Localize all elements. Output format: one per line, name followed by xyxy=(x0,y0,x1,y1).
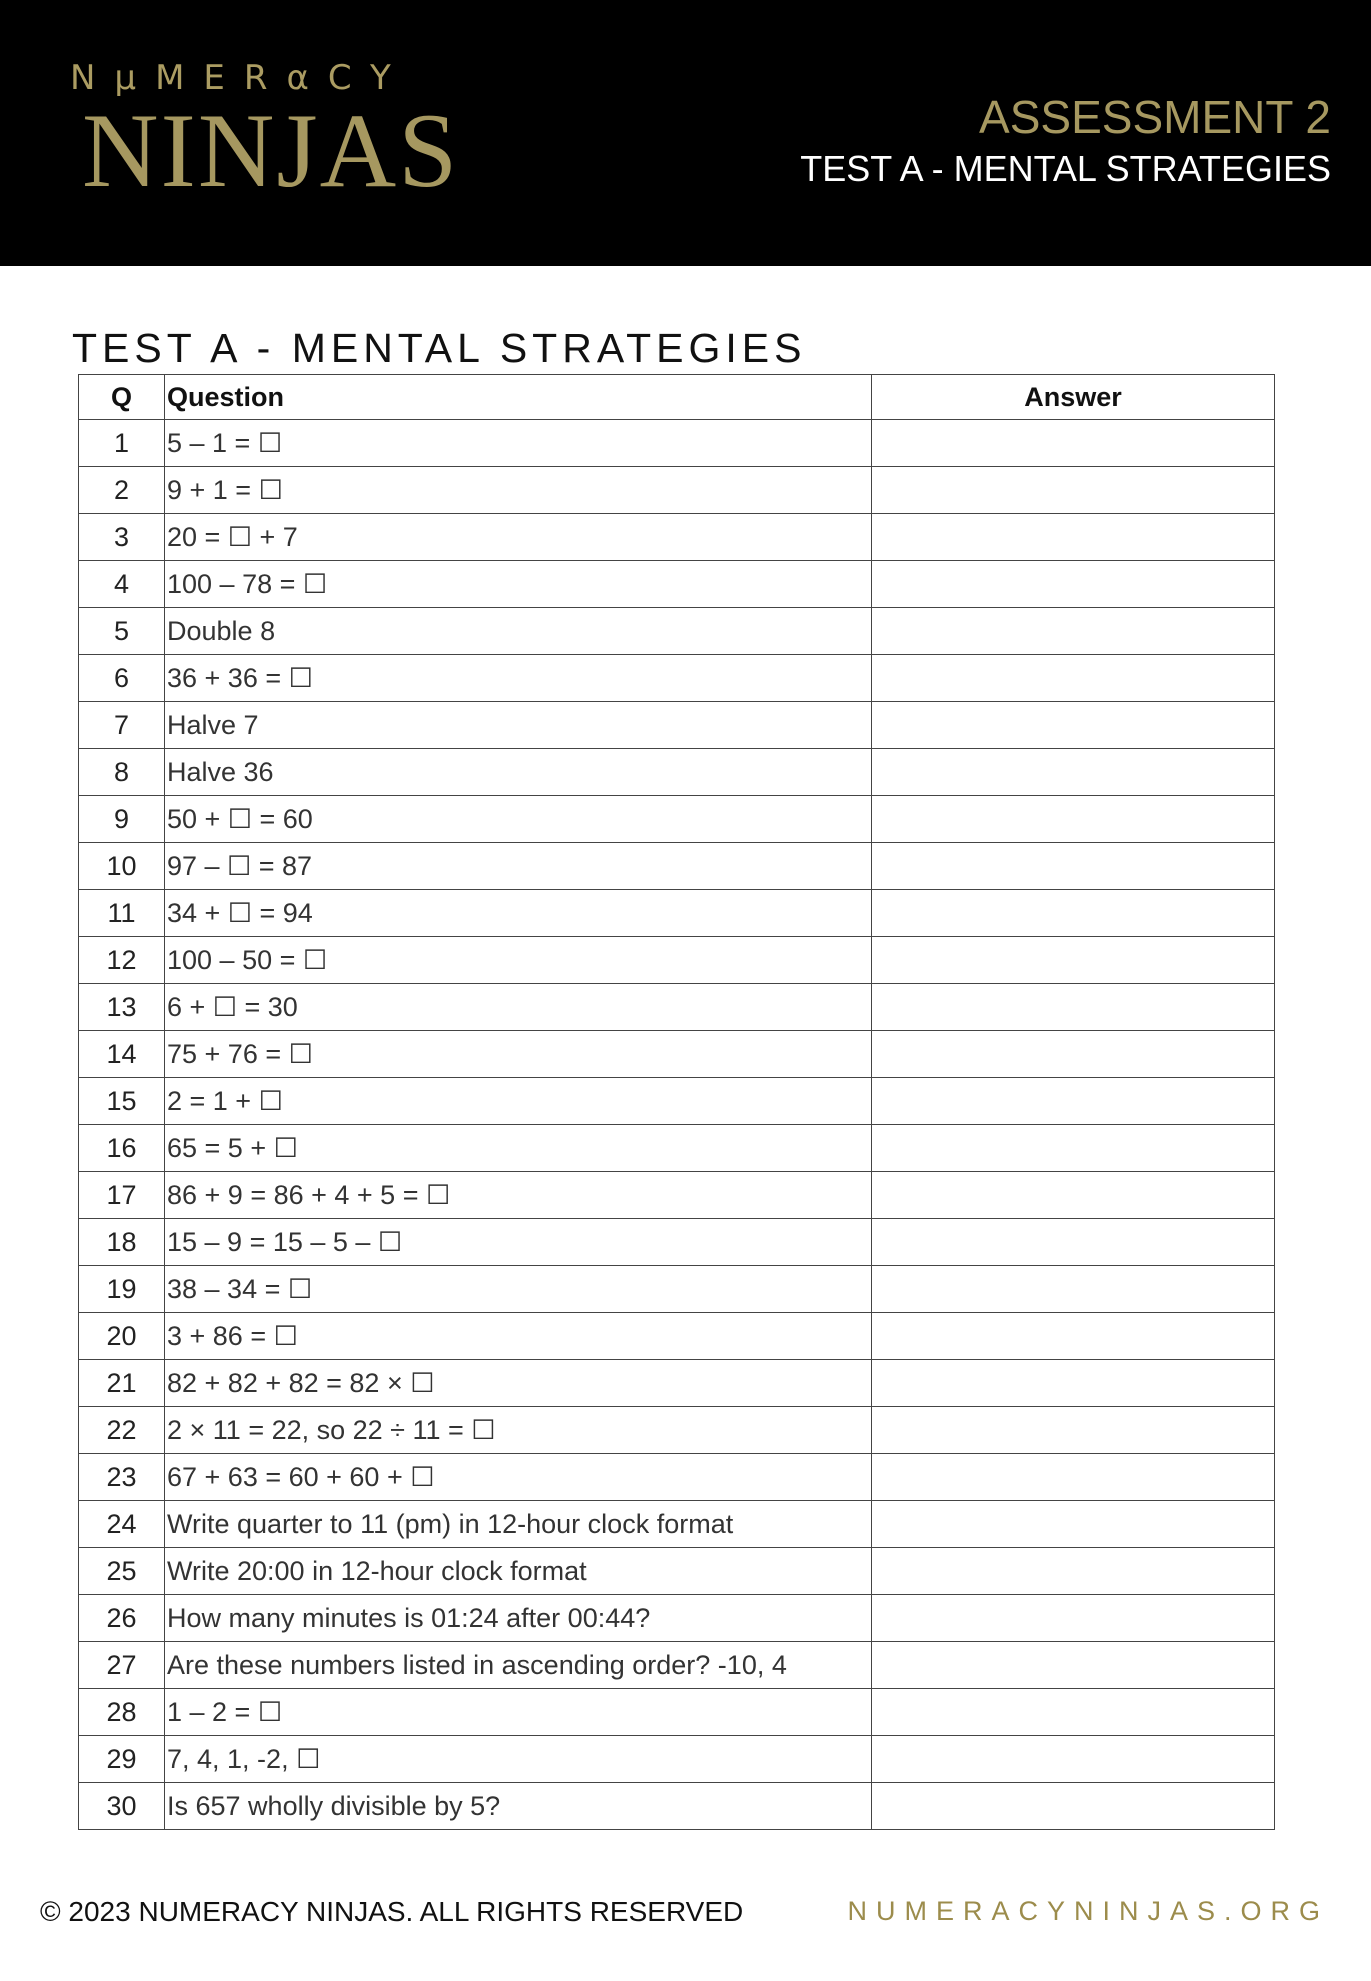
answer-cell[interactable] xyxy=(872,1266,1275,1313)
table-row xyxy=(79,655,1275,702)
table-row xyxy=(79,1501,1275,1548)
website-link[interactable]: NUMERACYNINJAS.ORG xyxy=(847,1896,1329,1926)
question-text: Halve 7 xyxy=(165,702,872,749)
question-number: 17 xyxy=(79,1172,165,1219)
table-row xyxy=(79,890,1275,937)
answer-cell[interactable] xyxy=(872,1548,1275,1595)
table-row xyxy=(79,1031,1275,1078)
question-text: 7, 4, 1, -2, ☐ xyxy=(165,1736,872,1783)
header-banner xyxy=(0,0,1371,266)
question-number: 29 xyxy=(79,1736,165,1783)
question-text: How many minutes is 01:24 after 00:44? xyxy=(165,1595,872,1642)
question-text: 75 + 76 = ☐ xyxy=(165,1031,872,1078)
assessment-title: ASSESSMENT 2 xyxy=(979,91,1331,143)
question-number: 27 xyxy=(79,1642,165,1689)
test-subtitle: TEST A - MENTAL STRATEGIES xyxy=(800,148,1331,189)
answer-cell[interactable] xyxy=(872,1407,1275,1454)
answer-cell[interactable] xyxy=(872,796,1275,843)
table-row xyxy=(79,1078,1275,1125)
table-row xyxy=(79,608,1275,655)
answer-cell[interactable] xyxy=(872,608,1275,655)
question-text: 5 – 1 = ☐ xyxy=(165,420,872,467)
table-row xyxy=(79,1736,1275,1783)
question-text: 67 + 63 = 60 + 60 + ☐ xyxy=(165,1454,872,1501)
question-text: 9 + 1 = ☐ xyxy=(165,467,872,514)
table-row xyxy=(79,1783,1275,1830)
table-row xyxy=(79,561,1275,608)
answer-cell[interactable] xyxy=(872,1031,1275,1078)
question-number: 5 xyxy=(79,608,165,655)
question-number: 12 xyxy=(79,937,165,984)
question-text: 97 – ☐ = 87 xyxy=(165,843,872,890)
question-text: 15 – 9 = 15 – 5 – ☐ xyxy=(165,1219,872,1266)
answer-cell[interactable] xyxy=(872,1125,1275,1172)
answer-cell[interactable] xyxy=(872,561,1275,608)
answer-cell[interactable] xyxy=(872,702,1275,749)
question-text: 65 = 5 + ☐ xyxy=(165,1125,872,1172)
question-text: Write quarter to 11 (pm) in 12-hour clock format xyxy=(165,1501,872,1548)
question-number: 14 xyxy=(79,1031,165,1078)
question-text: 50 + ☐ = 60 xyxy=(165,796,872,843)
table-row xyxy=(79,843,1275,890)
answer-cell[interactable] xyxy=(872,1642,1275,1689)
question-number: 23 xyxy=(79,1454,165,1501)
question-text: Write 20:00 in 12-hour clock format xyxy=(165,1548,872,1595)
table-row xyxy=(79,1548,1275,1595)
table-row xyxy=(79,937,1275,984)
question-text: 34 + ☐ = 94 xyxy=(165,890,872,937)
question-number: 8 xyxy=(79,749,165,796)
page-title: TEST A - MENTAL STRATEGIES xyxy=(72,325,807,372)
answer-cell[interactable] xyxy=(872,1172,1275,1219)
question-number: 26 xyxy=(79,1595,165,1642)
table-row xyxy=(79,1407,1275,1454)
answer-cell[interactable] xyxy=(872,1736,1275,1783)
question-text: Halve 36 xyxy=(165,749,872,796)
table-row xyxy=(79,1454,1275,1501)
answer-cell[interactable] xyxy=(872,1219,1275,1266)
question-text: Are these numbers listed in ascending order? -10, 4 xyxy=(165,1642,872,1689)
table-row xyxy=(79,1642,1275,1689)
table-row xyxy=(79,702,1275,749)
table-row xyxy=(79,1125,1275,1172)
question-number: 2 xyxy=(79,467,165,514)
question-text: 2 = 1 + ☐ xyxy=(165,1078,872,1125)
question-number: 7 xyxy=(79,702,165,749)
question-text: 36 + 36 = ☐ xyxy=(165,655,872,702)
answer-cell[interactable] xyxy=(872,1454,1275,1501)
table-row xyxy=(79,1689,1275,1736)
table-row xyxy=(79,1266,1275,1313)
answer-cell[interactable] xyxy=(872,467,1275,514)
question-number: 21 xyxy=(79,1360,165,1407)
answer-cell[interactable] xyxy=(872,843,1275,890)
table-header-row xyxy=(79,375,1275,420)
question-number: 25 xyxy=(79,1548,165,1595)
question-number: 15 xyxy=(79,1078,165,1125)
question-text: 82 + 82 + 82 = 82 × ☐ xyxy=(165,1360,872,1407)
question-number: 4 xyxy=(79,561,165,608)
table-row xyxy=(79,1172,1275,1219)
question-text: 100 – 50 = ☐ xyxy=(165,937,872,984)
question-number: 11 xyxy=(79,890,165,937)
question-text: Double 8 xyxy=(165,608,872,655)
question-number: 30 xyxy=(79,1783,165,1830)
table-row xyxy=(79,984,1275,1031)
answer-cell[interactable] xyxy=(872,514,1275,561)
table-row xyxy=(79,1595,1275,1642)
question-text: 3 + 86 = ☐ xyxy=(165,1313,872,1360)
answer-cell[interactable] xyxy=(872,937,1275,984)
question-number: 22 xyxy=(79,1407,165,1454)
header-q: Q xyxy=(79,375,165,420)
answer-cell[interactable] xyxy=(872,749,1275,796)
answer-cell[interactable] xyxy=(872,890,1275,937)
question-number: 19 xyxy=(79,1266,165,1313)
logo-wordmark-main: NINJAS xyxy=(82,92,460,209)
question-number: 6 xyxy=(79,655,165,702)
table-row xyxy=(79,749,1275,796)
table-row xyxy=(79,796,1275,843)
question-number: 1 xyxy=(79,420,165,467)
question-text: 86 + 9 = 86 + 4 + 5 = ☐ xyxy=(165,1172,872,1219)
table-row xyxy=(79,514,1275,561)
table-row xyxy=(79,1360,1275,1407)
question-number: 9 xyxy=(79,796,165,843)
question-number: 20 xyxy=(79,1313,165,1360)
question-text: 20 = ☐ + 7 xyxy=(165,514,872,561)
table-row xyxy=(79,1219,1275,1266)
question-table xyxy=(78,374,1275,1830)
answer-cell[interactable] xyxy=(872,655,1275,702)
table-row xyxy=(79,1313,1275,1360)
question-number: 16 xyxy=(79,1125,165,1172)
header-answer: Answer xyxy=(872,375,1275,420)
question-number: 10 xyxy=(79,843,165,890)
question-number: 18 xyxy=(79,1219,165,1266)
answer-cell[interactable] xyxy=(872,1689,1275,1736)
answer-cell[interactable] xyxy=(872,1783,1275,1830)
answer-cell[interactable] xyxy=(872,420,1275,467)
question-text: 2 × 11 = 22, so 22 ÷ 11 = ☐ xyxy=(165,1407,872,1454)
table-row xyxy=(79,420,1275,467)
question-number: 28 xyxy=(79,1689,165,1736)
question-text: 38 – 34 = ☐ xyxy=(165,1266,872,1313)
table-row xyxy=(79,467,1275,514)
answer-cell[interactable] xyxy=(872,1360,1275,1407)
answer-cell[interactable] xyxy=(872,984,1275,1031)
answer-cell[interactable] xyxy=(872,1078,1275,1125)
question-text: 6 + ☐ = 30 xyxy=(165,984,872,1031)
question-text: 100 – 78 = ☐ xyxy=(165,561,872,608)
answer-cell[interactable] xyxy=(872,1595,1275,1642)
copyright-text: © 2023 NUMERACY NINJAS. ALL RIGHTS RESERVED xyxy=(40,1896,744,1927)
logo-wordmark-top: NμMERαCY xyxy=(70,58,410,98)
question-number: 13 xyxy=(79,984,165,1031)
header-question: Question xyxy=(165,375,872,420)
question-text: 1 – 2 = ☐ xyxy=(165,1689,872,1736)
answer-cell[interactable] xyxy=(872,1501,1275,1548)
question-number: 3 xyxy=(79,514,165,561)
question-number: 24 xyxy=(79,1501,165,1548)
answer-cell[interactable] xyxy=(872,1313,1275,1360)
question-text: Is 657 wholly divisible by 5? xyxy=(165,1783,872,1830)
